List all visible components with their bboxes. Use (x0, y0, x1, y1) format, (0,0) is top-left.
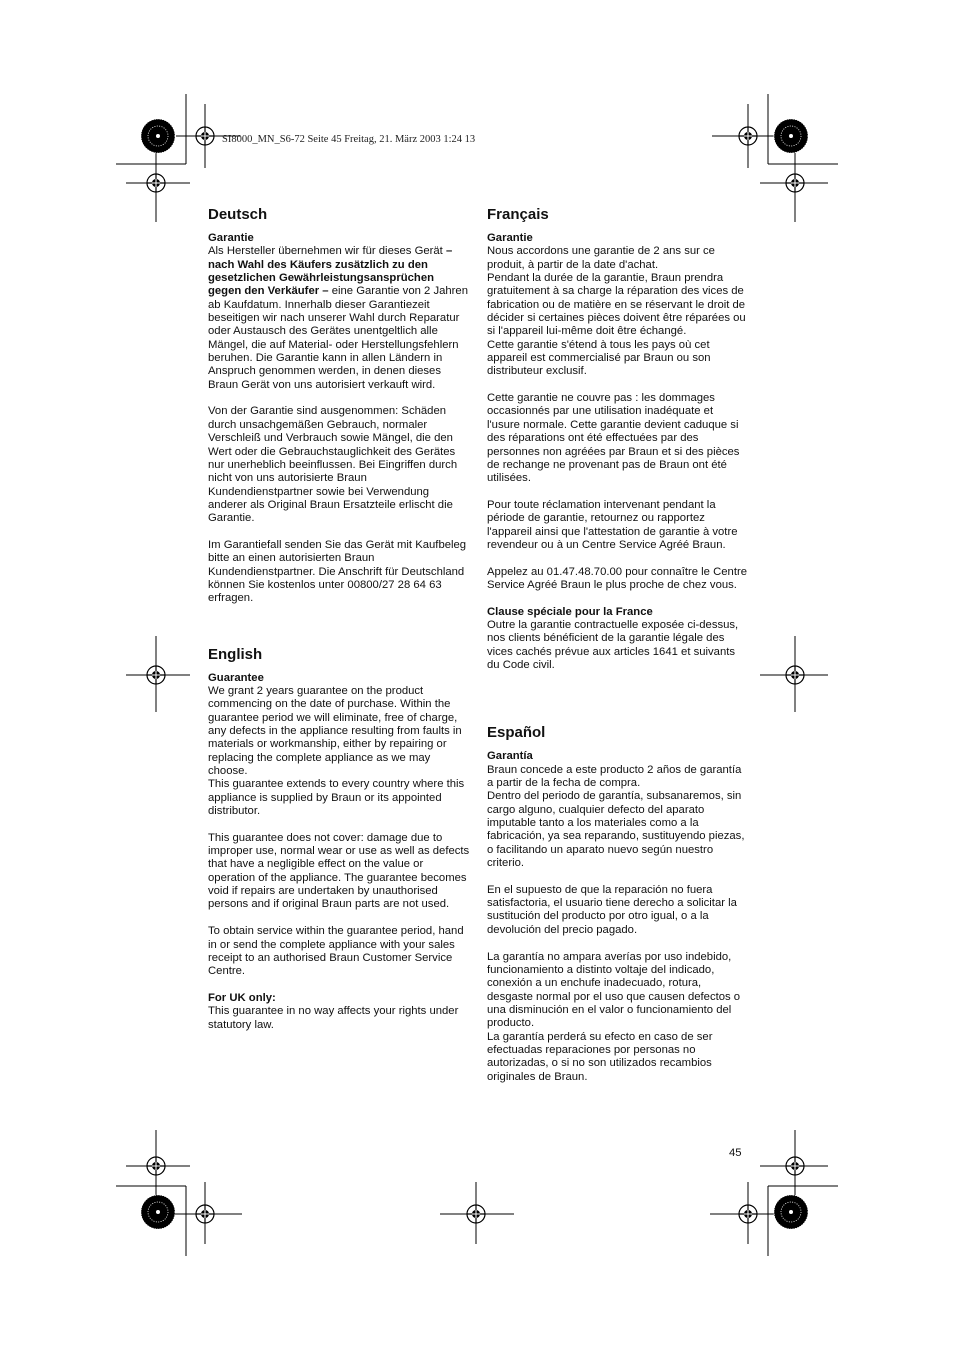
text-de-1-bold: – nach Wahl des Käufers zusätzlich zu den gesetzlichen Gewährleistungsansprüchen gegen den Verkäufer – (208, 245, 453, 298)
subheading-garantie-de: Garantie (208, 232, 254, 244)
paragraph-de-2: Von der Garantie sind ausgenommen: Schäden durch unsachgemäßen Gebrauch, normaler Verschleiß und Verbrauch sowie Mängel, die den Wert oder die Gebrauchstauglichkeit des Gerätes nur unerheblich beeinflussen. Bei Eingriffen durch nicht von uns autorisierte Braun Kundendienstpartner sowie bei Verwendung anderer als Original Braun Ersatzteile erlischt die Garantie. (208, 405, 458, 525)
paragraph-fr-clause: Outre la garantie contractuelle exposée ci-dessus, nos clients bénéficient de la garantie légale des vices cachés prévue aux articles 1641 et suivants du Code civil. (487, 618, 739, 671)
paragraph-fr-2: Pendant la durée de la garantie, Braun prendra gratuitement à sa charge la réparation des vices de fabrication ou de matière en se réservant le droit de décider si certaines pièces doivent être réparées ou si l'appareil lui-même doit être échangé. (487, 272, 746, 338)
paragraph-en-1: We grant 2 years guarantee on the product commencing on the date of purchase. Within the guarantee period we will eliminate, free of charge, any defects in the appliance resulting from faults in materials or workmanship, either by repairing or replacing the complete appliance as we may choose. (208, 684, 462, 778)
paragraph-de-1 (208, 245, 470, 392)
paragraph-es-1: Braun concede a este producto 2 años de garantía a partir de la fecha de compra. (487, 763, 742, 790)
paragraph-es-2: Dentro del periodo de garantía, subsanaremos, sin cargo alguno, cualquier defecto del aparato imputable tanto a los materiales como a la fabricación, ya sea reparando, sustituyendo piezas, o facilitando un aparato nuevo según nuestro criterio. (487, 790, 745, 870)
left-column (208, 206, 470, 1045)
paragraph-en-2: This guarantee extends to every country where this appliance is supplied by Braun or its appointed distributor. (208, 778, 465, 818)
text-de-1a: Als Hersteller übernehmen wir für dieses Gerät (208, 245, 446, 258)
paragraph-es-4: La garantía no ampara averías por uso indebido, funcionamiento a distinto voltaje del indicado, conexión a un enchufe inadecuado, rotura, desgaste normal por el uso que causen defectos o una disminución en el valor o funcionamiento del producto. (487, 950, 741, 1030)
section-deutsch (208, 206, 470, 606)
paragraph-fr-5: Pour toute réclamation intervenant pendant la période de garantie, retournez ou rapportez l'appareil ainsi que l'attestation de garantie à votre revendeur ou à un Centre Service Agréé Braun. (487, 498, 738, 551)
subheading-garantie-fr: Garantie (487, 232, 533, 244)
heading-espanol: Español (487, 724, 546, 742)
subheading-guarantee-en: Guarantee (208, 671, 264, 684)
paragraph-en-uk: This guarantee in no way affects your rights under statutory law. (208, 1005, 459, 1031)
paragraph-es-3: En el supuesto de que la reparación no fuera satisfactoria, el usuario tiene derecho a solicitar la sustitución del producto por otro igual, o a la devolución del precio pagado. (487, 883, 737, 936)
text-de-1b: eine Garantie von 2 Jahren ab Kaufdatum. Innerhalb dieser Garantiezeit beseitigen wir nach unserer Wahl durch Reparatur oder Austausch des Gerätes unentgeltlich alle Mängel, die auf Material- oder Herstellungsfehlern beruhen. Die Garantie kann in allen Ländern in Anspruch genommen werden, in denen dieses Braun Gerät von uns autorisiert verkauft wird. (208, 285, 468, 391)
heading-francais: Français (487, 206, 549, 223)
paragraph-fr-4: Cette garantie ne couvre pas : les dommages occasionnés par une utilisation inadéquate et l'usure normale. Cette garantie devient caduque si des réparations ont été effectuées par des personnes non agréées par Braun et si des pièces de rechange ne provenant pas de Braun ont été utilisées. (487, 392, 740, 485)
paragraph-fr-6: Appelez au 01.47.48.70.00 pour connaître le Centre Service Agréé Braun le plus proche de chez vous. (487, 565, 748, 591)
print-file-info: SI8000_MN_S6-72 Seite 45 Freitag, 21. März 2003 1:24 13 (222, 134, 476, 145)
paragraph-fr-3: Cette garantie s'étend à tous les pays où cet appareil est commercialisé par Braun ou son distributeur exclusif. (487, 338, 711, 378)
section-english (208, 646, 470, 1032)
section-francais (487, 206, 749, 672)
paragraph-de-3: Im Garantiefall senden Sie das Gerät mit Kaufbeleg bitte an einen autorisierten Braun Kundendienstpartner. Die Anschrift für Deutschland können Sie kostenlos unter 00800/27 28 64 63 erfragen. (208, 538, 467, 605)
right-column (487, 206, 749, 1097)
paragraph-es-5: La garantía perderá su efecto en caso de ser efectuadas reparaciones por personas no autorizadas, o si no son utilizados recambios originales de Braun. (487, 1030, 713, 1083)
heading-english: English (208, 645, 263, 663)
paragraph-en-3: This guarantee does not cover: damage due to improper use, normal wear or use as well as defects that have a negligible effect on the value or operation of the appliance. The guarantee becomes void if repairs are undertaken by unauthorised persons and if original Braun parts are not used. (208, 831, 470, 911)
subheading-garantia-es: Garantía (487, 750, 533, 763)
page-number: 45 (729, 1147, 742, 1159)
heading-deutsch: Deutsch (208, 206, 268, 223)
paragraph-fr-1: Nous accordons une garantie de 2 ans sur ce produit, à partir de la date d'achat. (487, 245, 715, 271)
subheading-clause-france: Clause spéciale pour la France (487, 605, 653, 618)
paragraph-en-4: To obtain service within the guarantee period, hand in or send the complete appliance with your sales receipt to an authorised Braun Customer Service Centre. (208, 925, 464, 978)
section-espanol (487, 724, 749, 1084)
subheading-uk-only: For UK only: (208, 991, 276, 1004)
